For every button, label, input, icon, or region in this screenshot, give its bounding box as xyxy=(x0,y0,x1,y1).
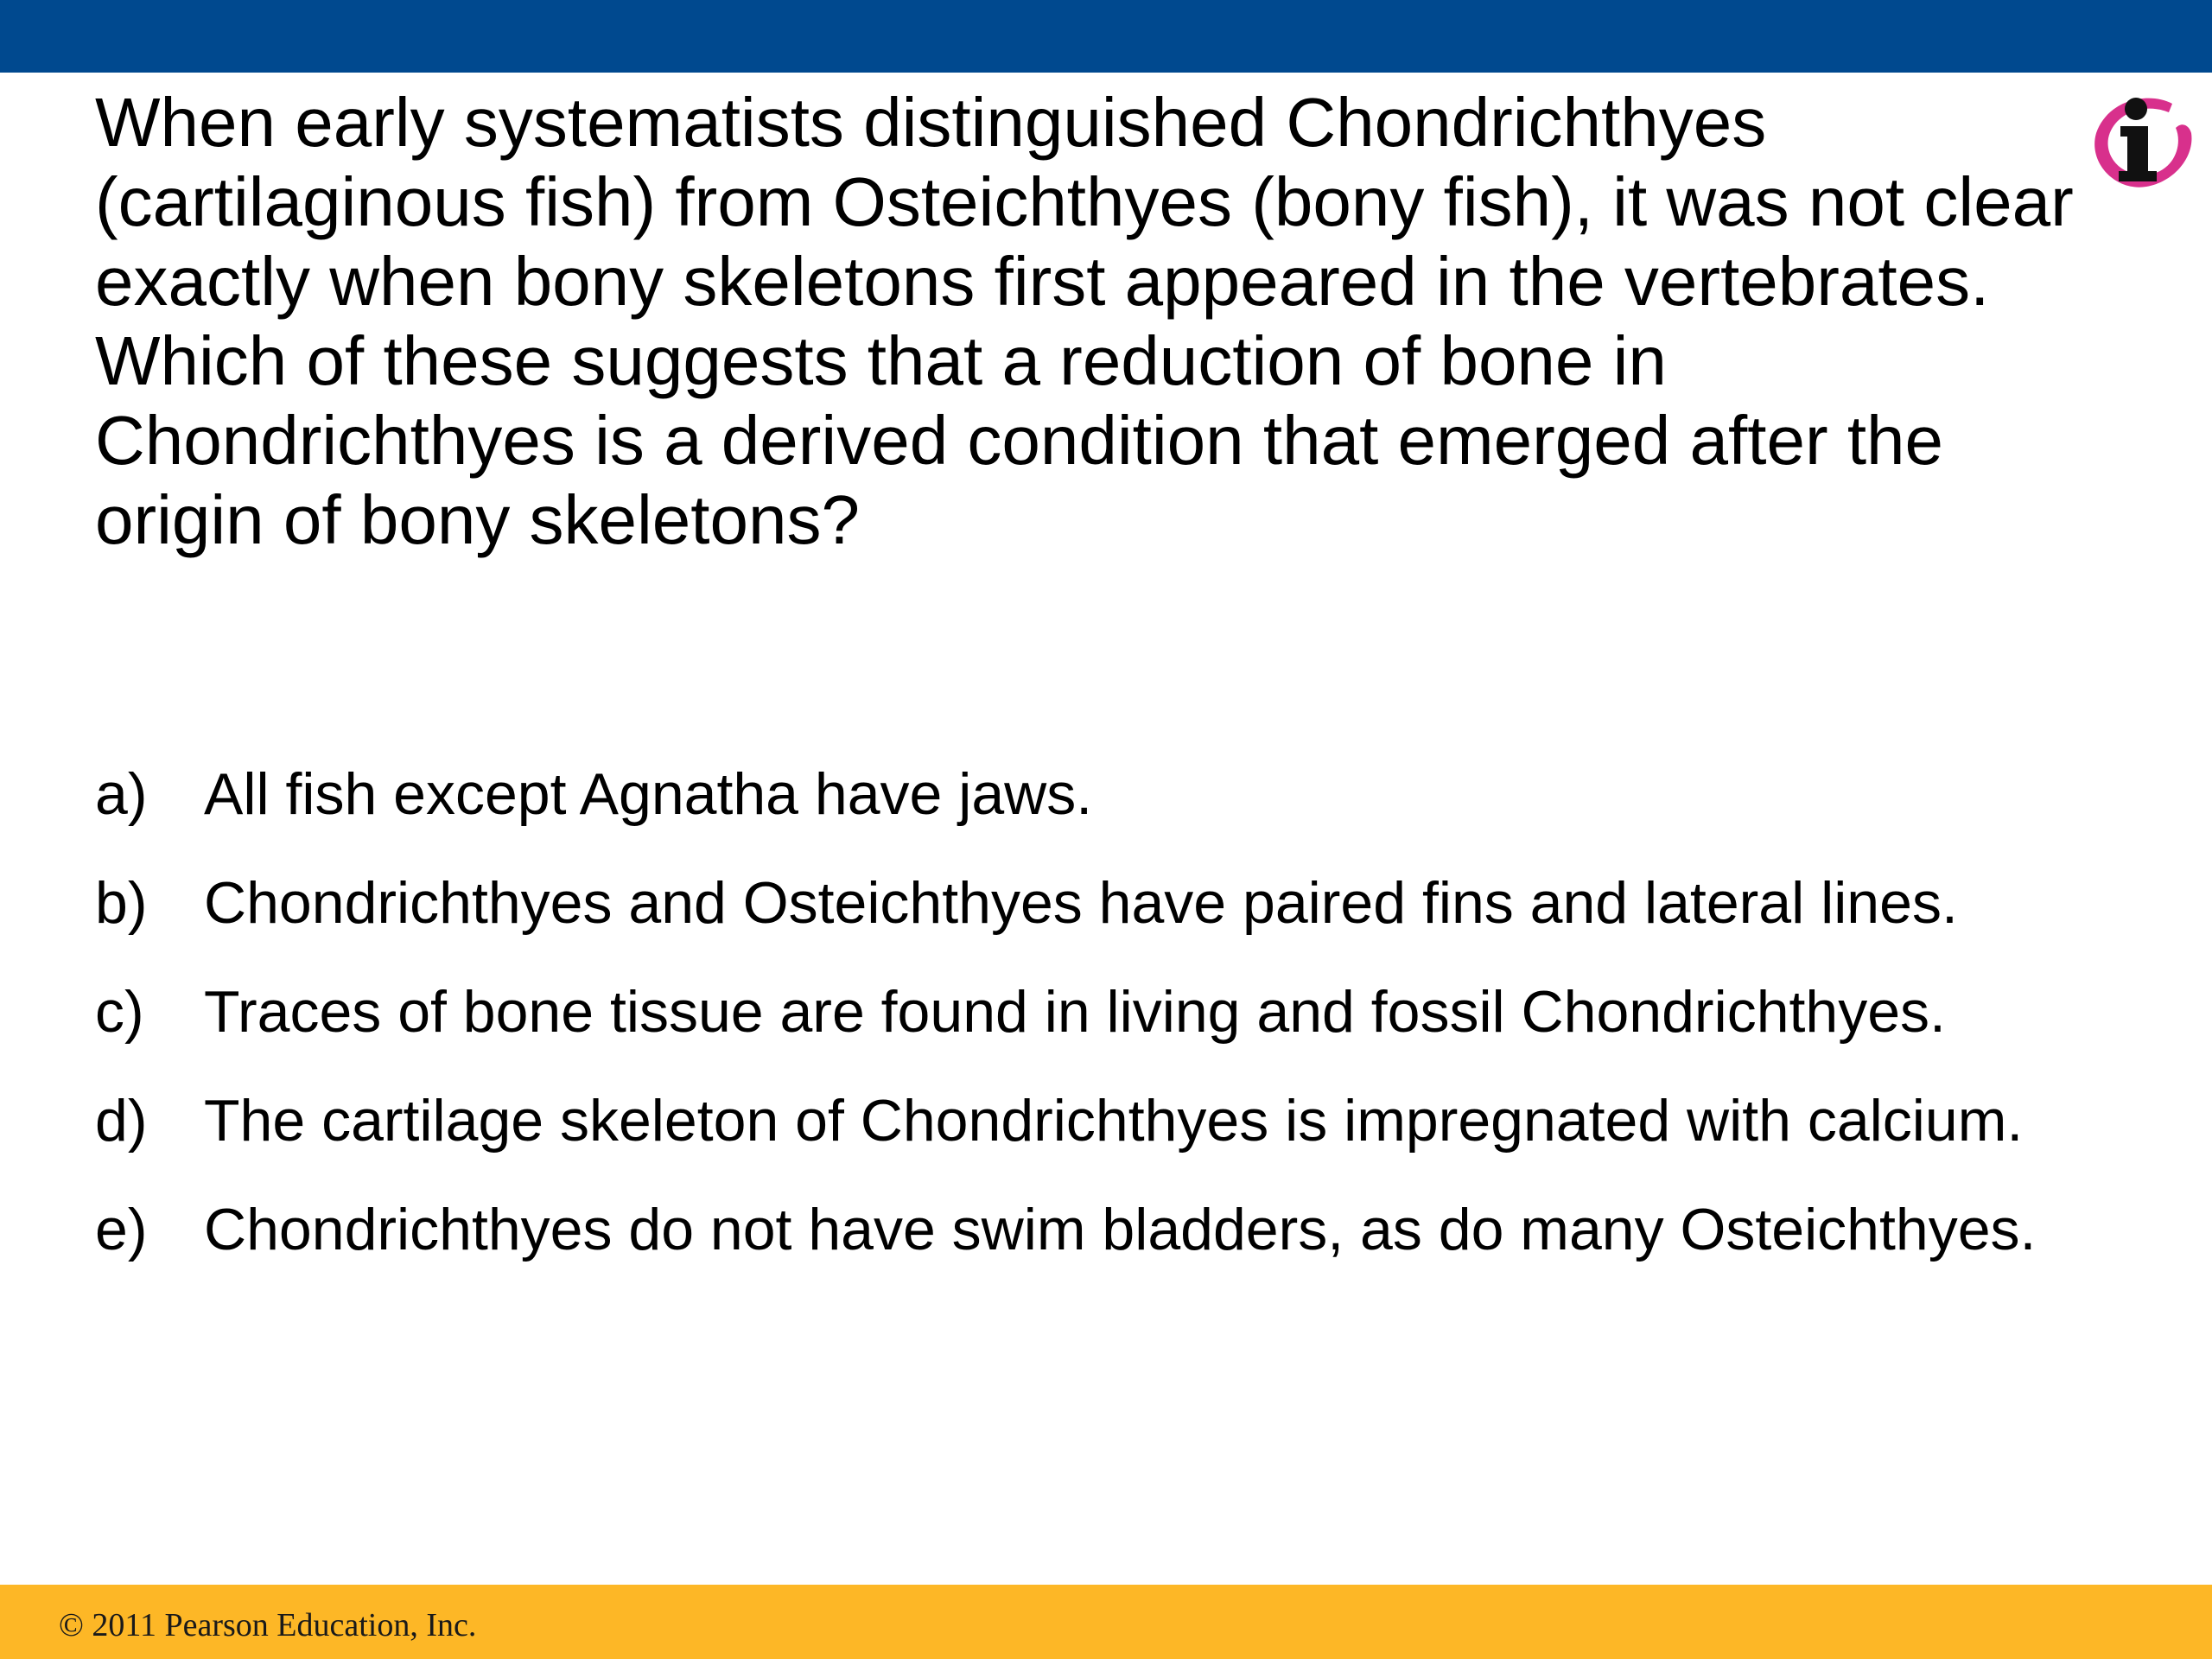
answer-option-b[interactable] xyxy=(95,869,2082,937)
option-text: Traces of bone tissue are found in living and fossil Chondrichthyes. xyxy=(204,979,1946,1045)
option-text: The cartilage skeleton of Chondrichthyes is impregnated with calcium. xyxy=(204,1088,2024,1154)
option-text: Chondrichthyes and Osteichthyes have paired fins and lateral lines. xyxy=(204,870,1958,936)
question-text: When early systematists distinguished Chondrichthyes (cartilaginous fish) from Osteichthyes (bony fish), it was not clear exactly when bony skeletons first appeared in the vertebrates. Which of these suggests that a reduction of bone in Chondrichthyes is a derived condition that emerged after the origin of bony skeletons? xyxy=(95,84,2074,558)
info-icon-stem xyxy=(2119,126,2157,181)
answer-options xyxy=(95,760,2082,1305)
answer-option-c[interactable] xyxy=(95,978,2082,1046)
copyright-text: © 2011 Pearson Education, Inc. xyxy=(59,1607,477,1643)
option-letter: a) xyxy=(95,761,148,827)
answer-option-e[interactable] xyxy=(95,1196,2082,1263)
answer-option-a[interactable] xyxy=(95,760,2082,828)
info-icon xyxy=(2089,92,2196,195)
option-letter: e) xyxy=(95,1197,148,1262)
header-bar xyxy=(0,0,2212,73)
option-letter: b) xyxy=(95,870,148,936)
option-text: Chondrichthyes do not have swim bladders, as do many Osteichthyes. xyxy=(204,1197,2037,1262)
option-letter: d) xyxy=(95,1088,148,1154)
answer-option-d[interactable] xyxy=(95,1087,2082,1154)
info-icon-dot xyxy=(2125,98,2147,120)
option-letter: c) xyxy=(95,979,144,1045)
option-text: All fish except Agnatha have jaws. xyxy=(204,761,1093,827)
